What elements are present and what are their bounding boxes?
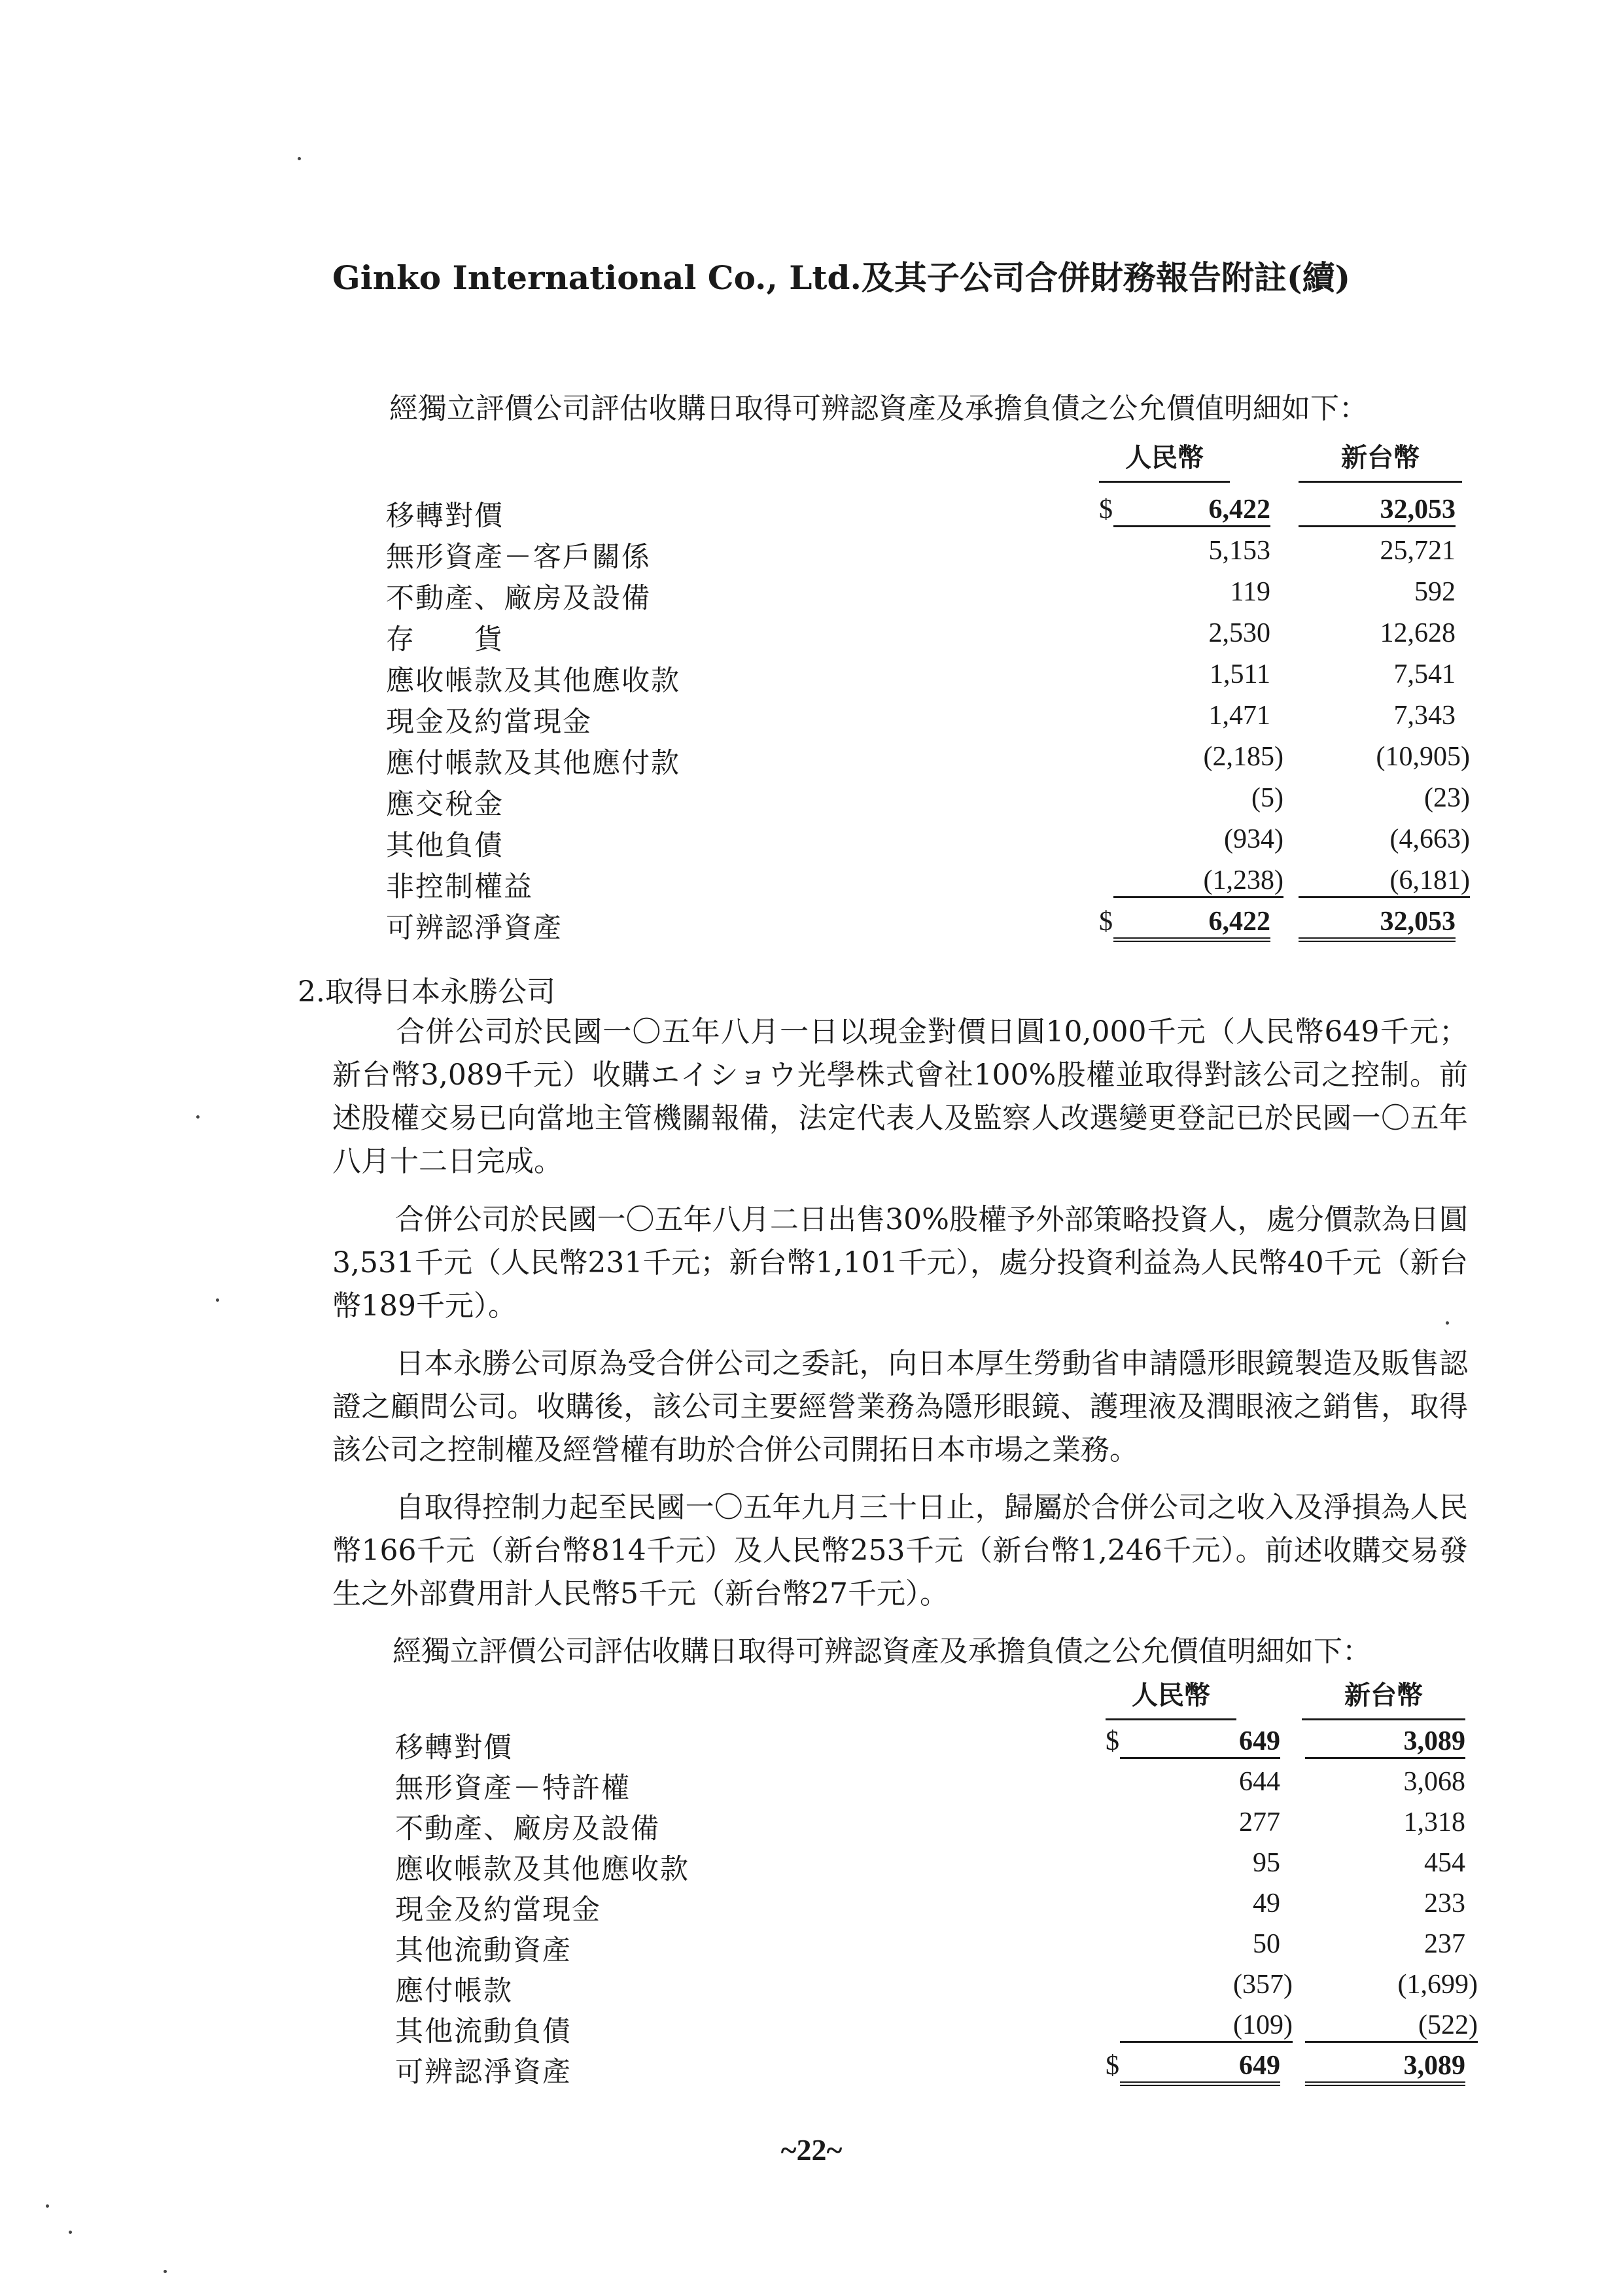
value-rmb: (5) [1251,783,1283,813]
paragraph [332,1198,1468,1328]
value-ntd: 32,053 [1299,906,1456,942]
value-ntd: 32,053 [1299,494,1456,527]
value-ntd: 3,089 [1305,2050,1465,2086]
value-ntd: 454 [1424,1848,1465,1878]
row-label: 可辨認淨資產 [386,912,563,945]
value-rmb: (357) [1233,1970,1293,2000]
scan-speck [298,157,301,160]
paragraph [332,1486,1468,1616]
value-rmb: (2,185) [1203,742,1283,772]
row-label: 不動產、廠房及設備 [386,582,651,615]
value-rmb: (934) [1224,824,1283,854]
value-ntd: 12,628 [1380,618,1456,648]
page-title: Ginko International Co., Ltd.及其子公司合併財務報告附註(續) [332,258,1351,297]
value-ntd: 592 [1414,577,1456,607]
table2-row [0,1928,1623,1969]
value-rmb: 6,422 [1113,906,1270,942]
currency-symbol: $ [1099,495,1113,525]
value-ntd: 25,721 [1380,536,1456,566]
paragraph [332,1342,1468,1472]
value-rmb: (1,238) [1113,865,1283,898]
scan-speck [164,2270,167,2273]
value-rmb: 6,422 [1113,494,1270,527]
row-label: 其他流動資產 [395,1934,572,1967]
paragraph-text: 自取得控制力起至民國一〇五年九月三十日止，歸屬於合併公司之收入及淨損為人民幣166千元（新台幣814千元）及人民幣253千元（新台幣1,246千元）。前述收購交易發生之外部費用計人民幣5千元（新台幣27千元）。 [332,1491,1468,1610]
value-rmb: (109) [1120,2009,1293,2043]
row-label: 應收帳款及其他應收款 [386,665,680,697]
scan-speck [216,1298,219,1302]
table1-total-row [0,906,1623,947]
section-heading: 2.取得日本永勝公司 [298,975,555,1009]
value-ntd: (23) [1424,783,1470,813]
row-label: 無形資產－特許權 [395,1772,631,1805]
value-ntd: (522) [1305,2009,1478,2043]
value-ntd: (6,181) [1299,865,1470,898]
value-ntd: 1,318 [1403,1807,1465,1837]
table2-col-ntd: 新台幣 [1302,1675,1465,1720]
table2-total-row [0,2050,1623,2091]
table1-col-rmb: 人民幣 [1099,437,1230,483]
value-ntd: 7,541 [1393,659,1456,689]
table1-row [0,494,1623,534]
value-rmb: 644 [1239,1767,1280,1797]
value-ntd: (10,905) [1376,742,1470,772]
table1-row [0,865,1623,905]
value-rmb: 1,511 [1210,659,1270,689]
value-rmb: 95 [1253,1848,1280,1878]
table2-row [0,1847,1623,1888]
row-label: 移轉對價 [395,1731,513,1764]
value-ntd: 3,089 [1305,1726,1465,1759]
paragraph-text: 合併公司於民國一〇五年八月一日以現金對價日圓10,000千元（人民幣649千元；新台幣3,089千元）收購エイショウ光學株式會社100%股權並取得對該公司之控制。前述股權交易已向當地主管機關報備，法定代表人及監察人改選變更登記已於民國一〇五年八月十二日完成。 [332,1015,1468,1178]
row-label: 應收帳款及其他應收款 [395,1853,689,1886]
row-label: 不動產、廠房及設備 [395,1813,660,1845]
value-rmb: 1,471 [1208,701,1270,731]
paragraph-text: 合併公司於民國一〇五年八月二日出售30%股權予外部策略投資人，處分價款為日圓3,531千元（人民幣231千元；新台幣1,101千元），處分投資利益為人民幣40千元（新台幣189千元）。 [332,1203,1468,1323]
value-rmb: 119 [1230,577,1270,607]
row-label: 可辨認淨資產 [395,2056,572,2089]
row-label: 應付帳款 [395,1975,513,2008]
table1-row [0,659,1623,699]
row-label: 現金及約當現金 [386,706,592,739]
table2-intro: 經獨立評價公司評估收購日取得可辨認資產及承擔負債之公允價值明細如下： [393,1635,1371,1668]
table1-row [0,741,1623,782]
row-label: 其他負債 [386,829,504,862]
currency-symbol: $ [1106,1726,1119,1756]
value-rmb: 49 [1253,1888,1280,1919]
row-label: 應交稅金 [386,788,504,821]
paragraph [332,1011,1468,1183]
value-ntd: 233 [1424,1888,1465,1919]
row-label: 非控制權益 [386,871,533,903]
value-rmb: 2,530 [1208,618,1270,648]
table1-row [0,700,1623,740]
value-rmb: 50 [1253,1929,1280,1959]
table1-row [0,576,1623,617]
value-ntd: (4,663) [1389,824,1470,854]
currency-symbol: $ [1106,2051,1119,2081]
row-label: 存 貨 [386,623,504,656]
scan-speck [46,2204,49,2208]
table2-row [0,1766,1623,1807]
scan-speck [1446,1321,1449,1325]
table2-row [0,1807,1623,1847]
table1-row [0,617,1623,658]
table1-row [0,782,1623,823]
row-label: 現金及約當現金 [395,1894,601,1926]
currency-symbol: $ [1099,907,1113,937]
value-ntd: 237 [1424,1929,1465,1959]
value-rmb: 649 [1120,1726,1280,1759]
paragraph-text: 日本永勝公司原為受合併公司之委託，向日本厚生勞動省申請隱形眼鏡製造及販售認證之顧問公司。收購後，該公司主要經營業務為隱形眼鏡、護理液及潤眼液之銷售，取得該公司之控制權及經營權有助於合併公司開拓日本市場之業務。 [332,1347,1468,1467]
value-ntd: 7,343 [1393,701,1456,731]
row-label: 其他流動負債 [395,2015,572,2048]
table2-row [0,1888,1623,1928]
table1-row [0,535,1623,576]
scan-speck [196,1115,200,1119]
value-rmb: 5,153 [1208,536,1270,566]
scan-speck [69,2231,72,2234]
table1-row [0,824,1623,864]
table2-row [0,2009,1623,2050]
table2-row [0,1969,1623,2009]
row-label: 應付帳款及其他應付款 [386,747,680,780]
table2-col-rmb: 人民幣 [1106,1675,1236,1720]
table2-row [0,1726,1623,1766]
row-label: 無形資產－客戶關係 [386,541,651,574]
value-rmb: 649 [1120,2050,1280,2086]
table1-intro: 經獨立評價公司評估收購日取得可辨認資產及承擔負債之公允價值明細如下： [389,392,1368,425]
value-rmb: 277 [1239,1807,1280,1837]
table1-col-ntd: 新台幣 [1299,437,1462,483]
row-label: 移轉對價 [386,500,504,532]
value-ntd: (1,699) [1397,1970,1478,2000]
value-ntd: 3,068 [1403,1767,1465,1797]
page-number: ~22~ [780,2133,843,2166]
